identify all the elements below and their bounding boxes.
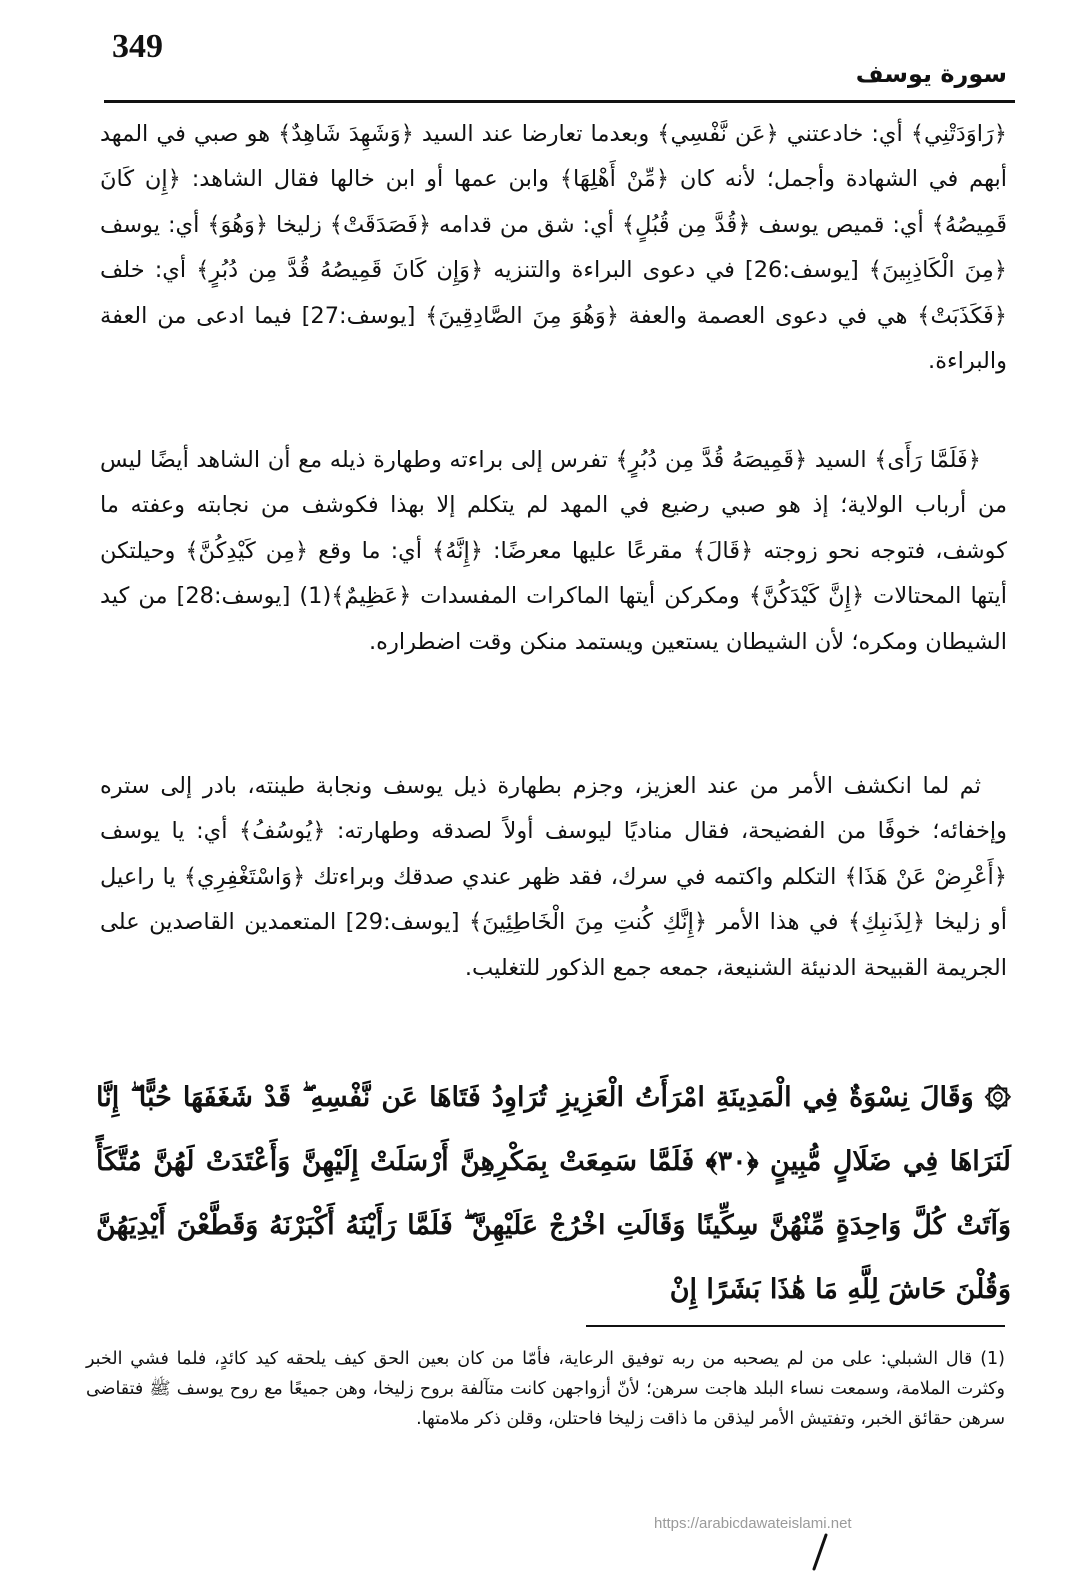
- scan-mark-icon: [806, 1533, 832, 1571]
- surah-title: سورة يوسف: [855, 60, 1007, 88]
- commentary-body: [100, 112, 1007, 1082]
- watermark-url: https://arabicdawateislami.net: [654, 1515, 852, 1532]
- paragraph-1: ﴿رَاوَدَتْنِي﴾ أي: خادعتني ﴿عَن نَّفْسِي﴾ وبعدما تعارضا عند السيد ﴿وَشَهِدَ شَاهِدٌ﴾ هو صبي في المهد أبهم في الشهادة وأجمل؛ لأنه كان ﴿مِّنْ أَهْلِهَا﴾ وابن عمها أو ابن خالها فقال الشاهد: ﴿إِن كَانَ قَمِيصُهُ﴾ أي: قميص يوسف ﴿قُدَّ مِن قُبُلٍ﴾ أي: شق من قدامه ﴿فَصَدَقَتْ﴾ زليخا ﴿وَهُوَ﴾ أي: يوسف ﴿مِنَ الْكَاذِبِينَ﴾ [يوسف:26] في دعوى البراءة والتنزيه ﴿وَإِن كَانَ قَمِيصُهُ قُدَّ مِن دُبُرٍ﴾ أي: خلف ﴿فَكَذَبَتْ﴾ هي في دعوى العصمة والعفة ﴿وَهُوَ مِنَ الصَّادِقِينَ﴾ [يوسف:27] فيما ادعى من العفة والبراءة.: [100, 121, 1007, 375]
- paragraph-3: ثم لما انكشف الأمر من عند العزيز، وجزم بطهارة ذيل يوسف ونجابة طينته، بادر إلى ستره وإخفائه؛ خوفًا من الفضيحة، فقال مناديًا ليوسف أولاً لصدقه وطهارته: ﴿يُوسُفُ﴾ أي: يا يوسف ﴿أَعْرِضْ عَنْ هَذَا﴾ التكلم واكتمه في سرك، فقد ظهر عندي صدقك وبراءتك ﴿وَاسْتَغْفِرِي﴾ يا راعيل أو زليخا ﴿لِذَنبِكِ﴾ في هذا الأمر ﴿إِنَّكِ كُنتِ مِنَ الْخَاطِئِينَ﴾ [يوسف:29] المتعمدين القاصدين على الجريمة القبيحة الدنيئة الشنيعة، جمعه جمع الذكور للتغليب.: [100, 773, 1007, 981]
- quran-verses: ۞ وَقَالَ نِسْوَةٌ فِي الْمَدِينَةِ امْرَأَتُ الْعَزِيزِ تُرَاوِدُ فَتَاهَا عَن نَّفْسِهِ ۖ قَدْ شَغَفَهَا حُبًّا ۖ إِنَّا لَنَرَاهَا فِي ضَلَالٍ مُّبِينٍ ﴿٣٠﴾ فَلَمَّا سَمِعَتْ بِمَكْرِهِنَّ أَرْسَلَتْ إِلَيْهِنَّ وَأَعْتَدَتْ لَهُنَّ مُتَّكَأً وَآتَتْ كُلَّ وَاحِدَةٍ مِّنْهُنَّ سِكِّينًا وَقَالَتِ اخْرُجْ عَلَيْهِنَّ ۖ فَلَمَّا رَأَيْنَهُ أَكْبَرْنَهُ وَقَطَّعْنَ أَيْدِيَهُنَّ وَقُلْنَ حَاشَ لِلَّهِ مَا هَٰذَا بَشَرًا إِنْ: [96, 1082, 1011, 1305]
- paragraph-2: ﴿فَلَمَّا رَأَى﴾ السيد ﴿قَمِيصَهُ قُدَّ مِن دُبُرٍ﴾ تفرس إلى براءته وطهارة ذيله مع أن الشاهد أيضًا ليس من أرباب الولاية؛ إذ هو صبي رضيع في المهد لم يتكلم إلا بهذا فكوشف من نجابته وعفته ما كوشف، فتوجه نحو زوجته ﴿قَالَ﴾ مقرعًا عليها معرضًا: ﴿إِنَّهُ﴾ أي: ما وقع ﴿مِن كَيْدِكُنَّ﴾ وحيلتكن أيتها المحتالات ﴿إِنَّ كَيْدَكُنَّ﴾ ومكركن أيتها الماكرات المفسدات ﴿عَظِيمٌ﴾(1) [يوسف:28] من كيد الشيطان ومكره؛ لأن الشيطان يستعين ويستمد منكن وقت اضطراره.: [100, 447, 1007, 655]
- header-divider: [104, 100, 1015, 103]
- footnote-divider: [586, 1325, 1005, 1327]
- footnote: (1) قال الشبلي: على من لم يصحبه من ربه توفيق الرعاية، فأمّا من كان بعين الحق كيف يلحقه كيد كائدٍ، فلما فشي الخبر وكثرت الملامة، وسمعت نساء البلد هاجت سرهن؛ لأنّ أزواجهن كانت متآلفة بروح زليخا، وهن جميعًا مع روح يوسف ﷺ فتقاضى سرهن حقائق الخبر، وتفتيش الأمر ليذقن ما ذاقت زليخا فاحتلن، وقلن ذكر ملامتها.: [86, 1349, 1005, 1429]
- page-number: 349: [112, 28, 163, 65]
